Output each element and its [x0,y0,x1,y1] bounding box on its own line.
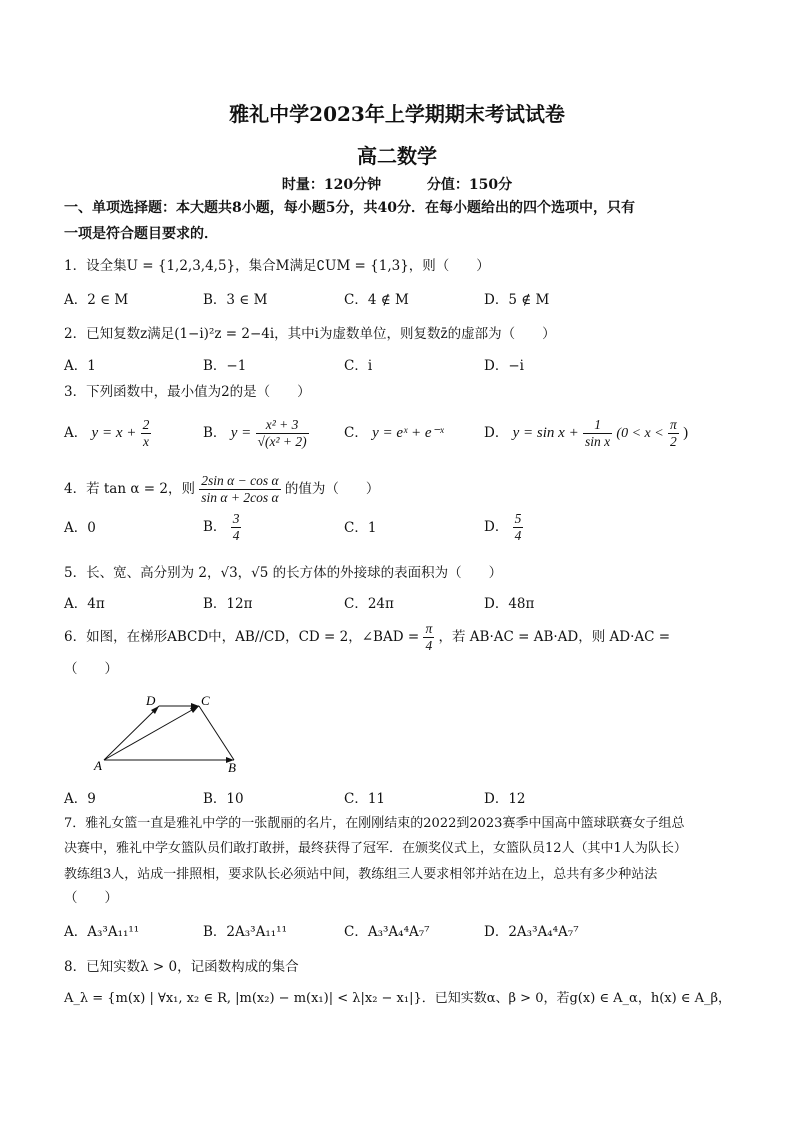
q7-option-d[interactable]: D．2A₃³A₄⁴A₇⁷ [484,924,579,940]
q5-option-d[interactable]: D．48π [484,596,535,612]
q4-option-b[interactable] [203,508,241,546]
q3-option-c[interactable] [344,414,444,452]
q3-d-expr: y = sin x + [512,425,579,441]
section-heading-line2: 一项是符合题目要求的． [64,226,218,242]
q6-option-c[interactable]: C．11 [344,791,386,807]
q2-option-b[interactable]: B．−1 [203,358,247,374]
question-8-line1: 8．已知实数λ > 0，记函数构成的集合 [64,959,299,975]
q3-d-fraction [583,417,612,450]
q3-a-fraction [141,417,152,450]
edge-ac [104,706,199,760]
question-7-line4: （ ） [64,890,118,906]
q5-option-a[interactable]: A．4π [64,596,105,612]
q3-b-den: √(x² + 2) [257,434,307,449]
q3-d-pnum: π [670,417,677,432]
q3-d-label: D． [484,425,509,441]
vertex-label-d: D [146,693,156,708]
question-7-line2: 决赛中，雅礼中学女篮队员们敢打敢拼，最终获得了冠军．在颁奖仪式上，女篮队员12人（其中1人为队长） [64,841,687,856]
q1-option-a[interactable]: A．2 ∈ M [64,292,129,308]
q3-d-pden: 2 [670,434,677,449]
q6-pre: 6．如图，在梯形ABCD中，AB//CD，CD = 2，∠BAD = [64,629,420,645]
q4-num: 2sin α − cos α [201,473,279,488]
question-7-line3: 教练组3人，站成一排照相，要求队长必须站中间，教练组三人要求相邻并站在边上，总共有多少种站法 [64,867,658,882]
question-2: 2．已知复数z满足(1−i)²z = 2−4i，其中i为虚数单位，则复数z̄的虚部为（ ） [64,326,556,342]
q3-option-a[interactable] [64,414,151,452]
q3-b-expr: y = [230,425,252,441]
q6-option-d[interactable]: D．12 [484,791,526,807]
q2-option-a[interactable]: A．1 [64,358,96,374]
exam-meta [0,174,794,194]
q6-option-b[interactable]: B．10 [203,791,244,807]
q4-b-den: 4 [232,528,240,543]
q4-fraction [199,473,280,506]
q4-d-fraction [513,511,524,544]
vertex-label-c: C [201,693,210,708]
question-5: 5．长、宽、高分别为 2，√3，√5 的长方体的外接球的表面积为（ ） [64,565,503,581]
q3-a-label: A． [64,425,88,441]
q4-pre: 4．若 tan α = 2，则 [64,481,195,497]
q3-option-b[interactable] [203,414,309,452]
q3-b-fraction [256,417,309,450]
question-8-line2: A_λ = {m(x) | ∀x₁, x₂ ∈ R, |m(x₂) − m(x₁)| < λ|x₂ − x₁|}．已知实数α、β > 0，若g(x) ∈ A_α，h(x) ∈ A_β， [64,991,731,1006]
q1-option-c[interactable]: C．4 ∉ M [344,292,409,308]
vertex-label-b: B [228,760,236,775]
q3-c-label: C． [344,425,368,441]
q3-b-label: B． [203,425,227,441]
q3-d-pi-fraction [668,417,679,450]
q4-post: 的值为（ ） [284,481,380,497]
q6-option-a[interactable]: A．9 [64,791,96,807]
q2-option-d[interactable]: D．−i [484,358,524,374]
q4-option-d[interactable] [484,508,523,546]
q3-b-num: x² + 3 [256,417,309,434]
exam-subtitle: 高二数学 [357,144,437,168]
q3-d-paren-pre: (0 < x < [616,426,664,441]
q4-d-den: 4 [514,528,522,543]
q3-a-expr: y = x + [91,425,137,441]
q4-den: sin α + 2cos α [201,490,279,505]
q4-option-c[interactable]: C．1 [344,520,377,536]
q1-option-b[interactable]: B．3 ∈ M [203,292,268,308]
q4-b-num: 3 [232,511,240,526]
q6-fraction [423,621,434,654]
question-4 [64,470,379,508]
q2-option-c[interactable]: C．i [344,358,373,374]
q3-c-expr: y = eˣ + e⁻ˣ [372,425,444,441]
q5-option-b[interactable]: B．12π [203,596,253,612]
q4-d-num: 5 [514,511,522,526]
q7-option-c[interactable]: C．A₃³A₄⁴A₇⁷ [344,924,430,940]
score-info: 分值：150分 [426,177,513,193]
q6-num: π [425,621,433,636]
exam-title: 雅礼中学2023年上学期期末考试试卷 [229,102,565,126]
trapezoid-figure [88,692,268,782]
time-info: 时量：120分钟 [281,177,382,193]
q3-d-paren-post: ) [683,425,689,441]
q4-b-label: B． [203,519,227,535]
question-3: 3．下列函数中，最小值为2的是（ ） [64,384,311,400]
q4-d-label: D． [484,519,509,535]
edge-bc [199,706,234,760]
q3-option-d[interactable] [484,414,688,453]
q6-den: 4 [425,638,433,653]
q3-a-den: x [143,434,150,449]
q6-post: ，若 AB·AC = AB·AD，则 AD·AC = [438,629,671,645]
question-7-line1: 7．雅礼女篮一直是雅礼中学的一张靓丽的名片，在刚刚结束的2022到2023赛季中国高中篮球联赛女子组总 [64,816,685,831]
q5-option-c[interactable]: C．24π [344,596,394,612]
q3-a-num: 2 [142,417,150,432]
vertex-label-a: A [94,758,102,773]
q7-option-a[interactable]: A．A₃³A₁₁¹¹ [64,924,140,940]
section-heading-line1: 一、单项选择题：本大题共8小题，每小题5分，共40分．在每小题给出的四个选项中，只有 [64,200,635,216]
q4-option-a[interactable]: A．0 [64,520,96,536]
q1-option-d[interactable]: D．5 ∉ M [484,292,550,308]
question-1: 1．设全集U = {1,2,3,4,5}，集合M满足∁UM = {1,3}，则（ ） [64,258,490,274]
q7-option-b[interactable]: B．2A₃³A₁₁¹¹ [203,924,287,940]
q4-b-fraction [231,511,242,544]
question-6-line2: （ ） [64,661,118,677]
question-6 [64,618,670,656]
q3-d-num: 1 [583,417,612,434]
q3-d-den: sin x [585,434,611,449]
